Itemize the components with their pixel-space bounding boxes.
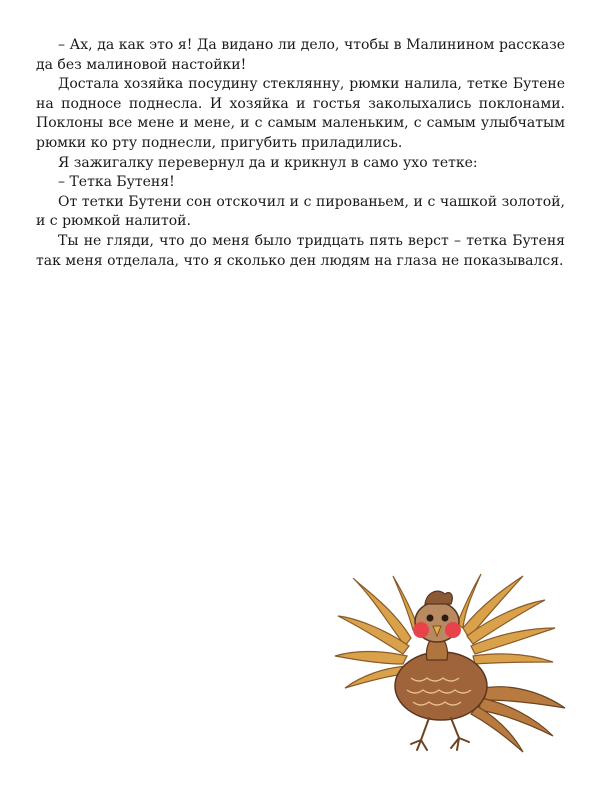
bird-body [395, 652, 487, 720]
bird-illustration [333, 568, 573, 758]
bird-crest [425, 591, 452, 604]
left-cheek [413, 622, 429, 638]
paragraph-4: – Тетка Бутеня! [58, 174, 175, 191]
bird-legs [411, 718, 469, 750]
left-eye [427, 615, 434, 622]
paragraph-3: Я зажигалку перевернул да и крикнул в само ухо тетке: [58, 154, 478, 171]
right-eye [442, 615, 449, 622]
paragraph-6: Ты не гляди, что до меня было тридцать пять верст – тетка Бутеня так меня отделала, что я сколько ден людям на глаза не показывался. [36, 232, 565, 269]
right-wing [457, 574, 555, 664]
paragraph-1: – Ах, да как это я! Да видано ли дело, чтобы в Малинином рассказе да без малиновой настойки! [36, 37, 565, 73]
paragraph-5: От тетки Бутени сон отскочил и с пированьем, и с чашкой золотой, и с рюмкой налитой. [36, 193, 565, 230]
paragraph-2: Достала хозяйка посудину стеклянну, рюмки налила, тетке Бутене на подносе поднесла. И хозяйка и гостья заколыхались поклонами. Поклоны все мене и мене, и с самым маленьким, с самым улыбчатым рюмки ко рту поднесли, пригубить приладились. [36, 76, 565, 151]
story-text [36, 36, 565, 271]
right-cheek [445, 622, 461, 638]
